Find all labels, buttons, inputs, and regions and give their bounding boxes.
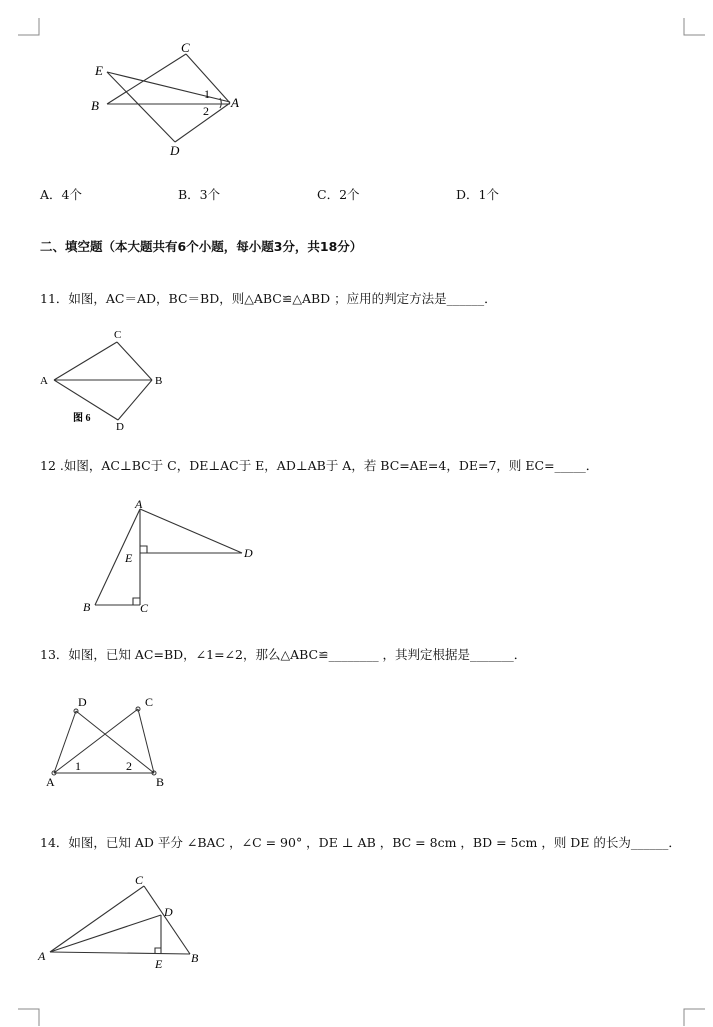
question-13: 13．如图，已知 AC=BD，∠1=∠2，那么△ABC≌________ ，其判定根据是_______．	[40, 647, 527, 662]
figure-q12	[80, 497, 260, 622]
label-B: B	[83, 600, 91, 614]
figure-q13	[42, 690, 182, 790]
label-A: A	[38, 949, 46, 963]
label-C: C	[145, 695, 154, 709]
label-E: E	[155, 957, 163, 971]
label-B: B	[156, 775, 165, 789]
label-A: A	[40, 375, 48, 387]
label-E: E	[95, 63, 103, 78]
question-12: 12 .如图，AC⊥BC于 C，DE⊥AC于 E，AD⊥AB于 A，若 BC=AE=4，DE=7，则 EC=_____．	[40, 458, 599, 473]
section-title: 二、填空题（本大题共有6个小题，每小题3分，共18分）	[40, 239, 363, 254]
label-B: B	[91, 98, 99, 113]
question-14: 14．如图，已知 AD 平分 ∠BAC ，∠C = 90° ，DE ⊥ AB ，BC = 8cm ，BD = 5cm ，则 DE 的长为______．	[40, 835, 681, 850]
corner-mark-bottom-right	[683, 1008, 705, 1026]
label-angle-1: 1	[204, 87, 210, 101]
label-C: C	[135, 873, 144, 887]
label-D: D	[78, 695, 87, 709]
figure-q14	[34, 870, 214, 975]
label-C: C	[140, 601, 149, 615]
figure-q11	[36, 326, 176, 436]
label-B: B	[155, 375, 163, 387]
option-c: C．2个	[317, 187, 360, 202]
label-D: D	[164, 905, 173, 919]
label-D: D	[244, 546, 253, 560]
label-E: E	[125, 551, 133, 565]
label-C: C	[114, 329, 122, 341]
corner-mark-top-right	[683, 18, 705, 36]
label-angle-2: 2	[126, 759, 132, 773]
question-11: 11．如图，AC＝AD，BC＝BD，则△ABC≌△ABD ；应用的判定方法是______．	[40, 291, 497, 306]
label-A: A	[46, 775, 55, 789]
label-angle-2: 2	[203, 104, 209, 118]
figure-q10	[80, 38, 250, 163]
option-d: D．1个	[456, 187, 499, 202]
corner-mark-top-left	[18, 18, 40, 36]
label-angle-1: 1	[75, 759, 81, 773]
option-a: A．4个	[40, 187, 82, 202]
corner-mark-bottom-left	[18, 1008, 40, 1026]
figure-caption: 图 6	[73, 413, 91, 424]
label-C: C	[181, 40, 190, 55]
label-D: D	[116, 421, 124, 433]
option-b: B．3个	[178, 187, 221, 202]
label-A: A	[231, 95, 239, 110]
label-A: A	[135, 497, 143, 511]
label-B: B	[191, 951, 199, 965]
label-D: D	[170, 143, 180, 158]
